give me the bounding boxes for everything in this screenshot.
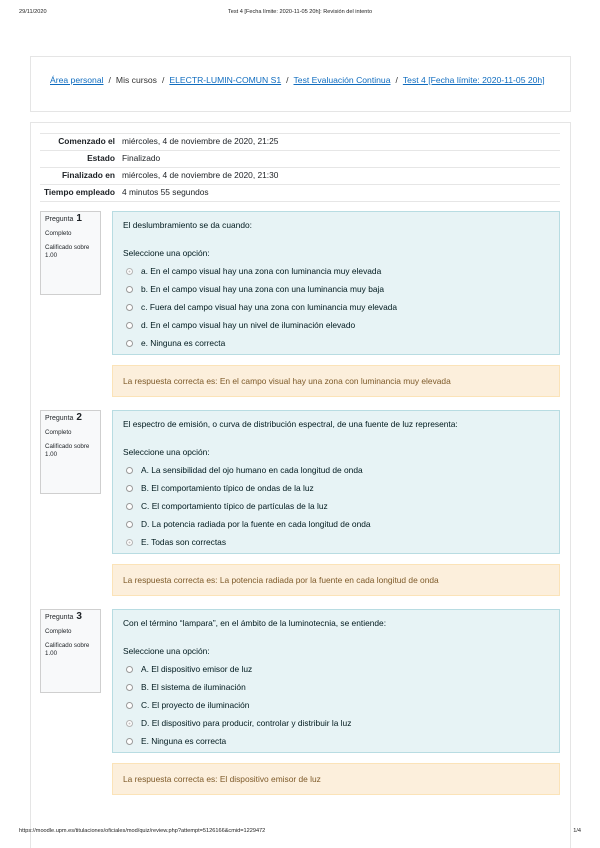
- answer-label: D. La potencia radiada por la fuente en cada longitud de onda: [141, 519, 371, 529]
- summary-key: Tiempo empleado: [43, 187, 115, 197]
- answer-options: [123, 461, 549, 551]
- summary-row: [40, 150, 560, 167]
- radio-button[interactable]: [126, 539, 133, 546]
- radio-button[interactable]: [126, 304, 133, 311]
- radio-button[interactable]: [126, 485, 133, 492]
- radio-button[interactable]: [126, 268, 133, 275]
- answer-option[interactable]: [123, 732, 549, 750]
- question-content: [112, 211, 560, 355]
- radio-button[interactable]: [126, 666, 133, 673]
- answer-label: B. El comportamiento típico de ondas de la luz: [141, 483, 314, 493]
- question-label: Pregunta: [45, 614, 74, 621]
- print-page-number: 1/4: [573, 828, 581, 834]
- answer-label: E. Todas son correctas: [141, 537, 227, 547]
- answer-label: d. En el campo visual hay un nivel de iluminación elevado: [141, 320, 356, 330]
- question-number: 2: [76, 412, 82, 423]
- answer-label: B. El sistema de iluminación: [141, 682, 246, 692]
- radio-button[interactable]: [126, 738, 133, 745]
- answer-option[interactable]: [123, 280, 549, 298]
- attempt-summary-table: [40, 133, 560, 202]
- summary-value: miércoles, 4 de noviembre de 2020, 21:30: [122, 170, 279, 180]
- question-state: Completo: [45, 429, 72, 436]
- question-prompt: Seleccione una opción:: [123, 248, 210, 258]
- correct-answer-feedback: La respuesta correcta es: En el campo visual hay una zona con luminancia muy elevada: [112, 365, 560, 397]
- answer-label: c. Fuera del campo visual hay una zona con luminancia muy elevada: [141, 302, 398, 312]
- radio-button[interactable]: [126, 702, 133, 709]
- summary-value: miércoles, 4 de noviembre de 2020, 21:25: [122, 136, 279, 146]
- correct-answer-feedback: La respuesta correcta es: La potencia radiada por la fuente en cada longitud de onda: [112, 564, 560, 596]
- question-text: Con el término “lampara”, en el ámbito de la luminotecnia, se entiende:: [123, 618, 387, 628]
- answer-option[interactable]: [123, 660, 549, 678]
- answer-options: [123, 262, 549, 352]
- radio-button[interactable]: [126, 684, 133, 691]
- summary-value: Finalizado: [122, 153, 161, 163]
- question-grade: Calificado sobre 1.00: [45, 244, 90, 259]
- question-info: [40, 211, 101, 295]
- question-label: Pregunta: [45, 415, 74, 422]
- radio-button[interactable]: [126, 322, 133, 329]
- question-grade: Calificado sobre 1.00: [45, 642, 90, 657]
- summary-row: [40, 167, 560, 184]
- question-info: [40, 609, 101, 693]
- summary-key: Comenzado el: [58, 136, 115, 146]
- answer-option[interactable]: [123, 479, 549, 497]
- correct-answer-feedback: La respuesta correcta es: El dispositivo emisor de luz: [112, 763, 560, 795]
- answer-label: e. Ninguna es correcta: [141, 338, 226, 348]
- breadcrumb-area-personal[interactable]: Área personal: [50, 75, 104, 85]
- summary-row: [40, 133, 560, 150]
- summary-key: Estado: [87, 153, 115, 163]
- breadcrumb-quiz[interactable]: Test 4 [Fecha límite: 2020-11-05 20h]: [402, 75, 545, 85]
- answer-option[interactable]: [123, 316, 549, 334]
- answer-label: b. En el campo visual hay una zona con una luminancia muy baja: [141, 284, 385, 294]
- question-state: Completo: [45, 230, 72, 237]
- answer-label: D. El dispositivo para producir, controlar y distribuir la luz: [141, 718, 352, 728]
- summary-key: Finalizado en: [61, 170, 115, 180]
- radio-button[interactable]: [126, 521, 133, 528]
- summary-row: [40, 184, 560, 202]
- question-label: Pregunta: [45, 216, 74, 223]
- radio-button[interactable]: [126, 286, 133, 293]
- answer-label: a. En el campo visual hay una zona con luminancia muy elevada: [141, 266, 382, 276]
- answer-label: E. Ninguna es correcta: [141, 736, 227, 746]
- print-title: Test 4 [Fecha límite: 2020-11-05 20h]: Revisión del intento: [227, 9, 373, 15]
- answer-option[interactable]: [123, 497, 549, 515]
- breadcrumb-card: [30, 56, 571, 112]
- answer-option[interactable]: [123, 696, 549, 714]
- answer-options: [123, 660, 549, 750]
- answer-option[interactable]: [123, 533, 549, 551]
- question-state: Completo: [45, 628, 72, 635]
- answer-option[interactable]: [123, 298, 549, 316]
- breadcrumb: Área personal / Mis cursos / ELECTR-LUMIN-COMUN S1 / Test Evaluación Continua / Test 4 [Fecha límite: 2020-11-05 20h]: [50, 75, 545, 85]
- answer-option[interactable]: [123, 714, 549, 732]
- question-prompt: Seleccione una opción:: [123, 646, 210, 656]
- answer-option[interactable]: [123, 262, 549, 280]
- question-content: [112, 410, 560, 554]
- radio-button[interactable]: [126, 503, 133, 510]
- answer-label: A. La sensibilidad del ojo humano en cada longitud de onda: [141, 465, 363, 475]
- question-prompt: Seleccione una opción:: [123, 447, 210, 457]
- breadcrumb-mis-cursos: Mis cursos: [115, 75, 157, 85]
- print-date: 29/11/2020: [19, 9, 47, 15]
- answer-label: C. El comportamiento típico de partículas de la luz: [141, 501, 328, 511]
- radio-button[interactable]: [126, 340, 133, 347]
- breadcrumb-course[interactable]: ELECTR-LUMIN-COMUN S1: [169, 75, 282, 85]
- answer-label: C. El proyecto de iluminación: [141, 700, 250, 710]
- question-text: El espectro de emisión, o curva de distribución espectral, de una fuente de luz representa:: [123, 419, 458, 429]
- question-number: 1: [76, 213, 82, 224]
- print-url: https://moodle.upm.es/titulaciones/oficiales/mod/quiz/review.php?attempt=5126166&cmid=1229472: [19, 828, 266, 834]
- question-text: El deslumbramiento se da cuando:: [123, 220, 252, 230]
- summary-value: 4 minutos 55 segundos: [122, 187, 209, 197]
- answer-option[interactable]: [123, 678, 549, 696]
- radio-button[interactable]: [126, 720, 133, 727]
- question-grade: Calificado sobre 1.00: [45, 443, 90, 458]
- breadcrumb-section[interactable]: Test Evaluación Continua: [293, 75, 391, 85]
- print-header: [0, 9, 600, 19]
- answer-option[interactable]: [123, 334, 549, 352]
- answer-option[interactable]: [123, 515, 549, 533]
- question-number: 3: [76, 611, 82, 622]
- answer-label: A. El dispositivo emisor de luz: [141, 664, 253, 674]
- print-footer: [0, 828, 600, 838]
- radio-button[interactable]: [126, 467, 133, 474]
- question-content: [112, 609, 560, 753]
- question-info: [40, 410, 101, 494]
- answer-option[interactable]: [123, 461, 549, 479]
